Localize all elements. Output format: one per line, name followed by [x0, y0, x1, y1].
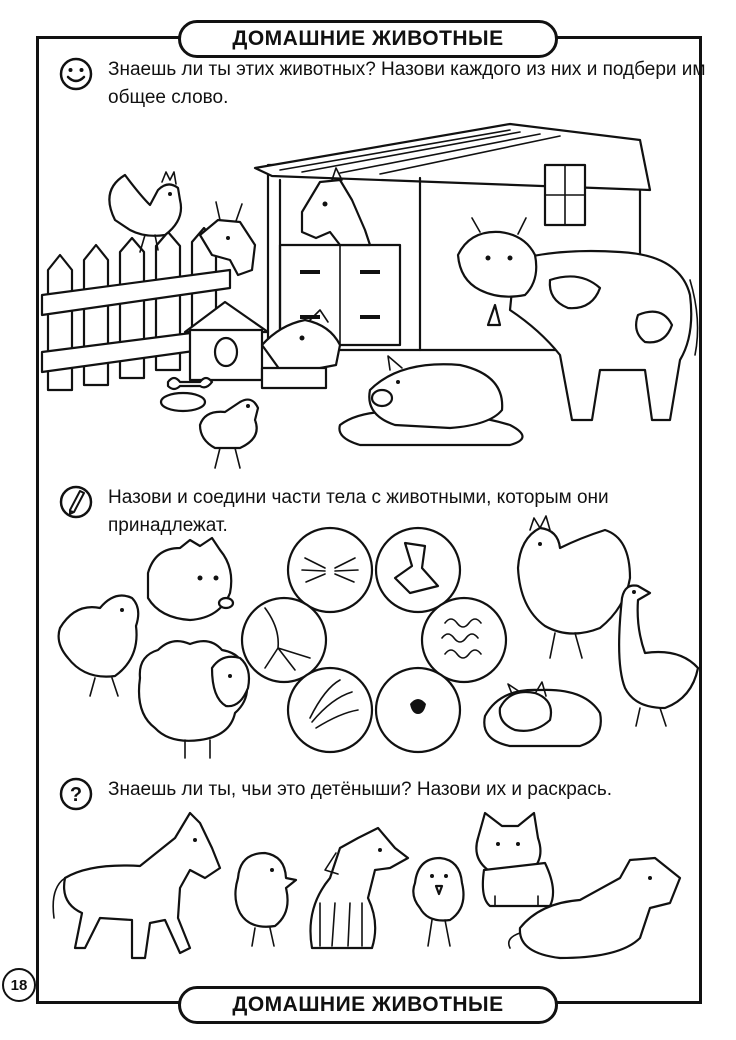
body-parts-matching-illustration	[40, 508, 700, 768]
rooster	[518, 516, 630, 658]
footer-title: ДОМАШНИЕ ЖИВОТНЫЕ	[178, 986, 558, 1024]
body-part-circle-chicken-foot	[242, 598, 326, 682]
goose	[619, 586, 698, 727]
chick-2	[413, 858, 463, 946]
task-2-text: Назови и соедини части тела с животными, которым они принадлежат.	[108, 487, 609, 536]
pig-in-puddle	[339, 356, 522, 445]
body-part-circle-nose	[376, 668, 460, 752]
body-part-circle-webbed-foot	[376, 528, 460, 612]
body-part-circle-wool	[422, 598, 506, 682]
foal	[53, 813, 220, 958]
task-1-text: Знаешь ли ты этих животных? Назови каждого из них и подбери им общее слово.	[108, 59, 706, 108]
chick	[235, 853, 296, 946]
body-part-circle-whiskers	[288, 528, 372, 612]
farm-scene-illustration	[40, 120, 700, 480]
page-number: 18	[2, 968, 36, 1002]
kitten	[476, 813, 553, 906]
svg-text:?: ?	[69, 784, 83, 806]
sleeping-cat	[484, 682, 601, 746]
body-part-circle-rooster-tail	[288, 668, 372, 752]
task-3	[58, 776, 708, 812]
duck	[200, 400, 258, 468]
task-3-text: Знаешь ли ты, чьи это детёныши? Назови их и раскрась.	[108, 779, 613, 800]
sheep	[139, 641, 249, 758]
bowl-and-bone	[161, 378, 212, 411]
baby-animals-illustration	[40, 808, 700, 978]
smiley-icon	[58, 56, 94, 92]
question-icon	[58, 776, 94, 812]
page-title: ДОМАШНИЕ ЖИВОТНЫЕ	[178, 20, 558, 58]
pig-head	[148, 538, 233, 620]
task-1	[58, 56, 708, 112]
puppy	[310, 828, 408, 948]
hen	[59, 596, 139, 696]
